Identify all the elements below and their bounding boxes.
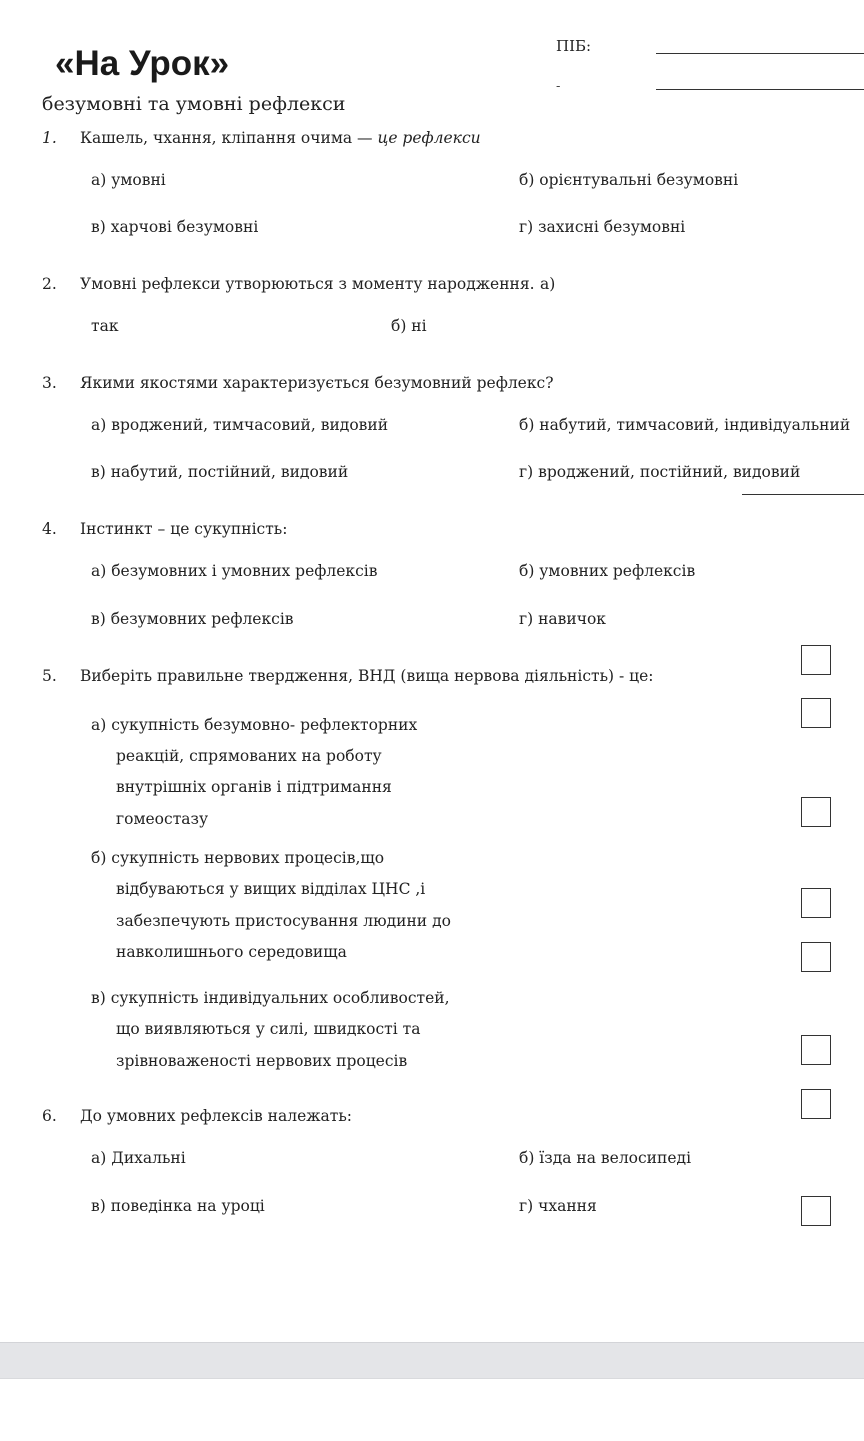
question-3-option-v[interactable]: в) набутий, постійний, видовий bbox=[91, 463, 349, 481]
question-1-option-b[interactable]: б) орієнтувальні безумовні bbox=[519, 171, 739, 189]
question-6-text: До умовних рефлексів належать: bbox=[80, 1107, 352, 1125]
question-4-option-v[interactable]: в) безумовних рефлексів bbox=[91, 610, 294, 628]
question-4-option-a[interactable]: а) безумовних і умовних рефлексів bbox=[91, 562, 378, 580]
second-field-label: - bbox=[556, 79, 561, 94]
question-6-option-v[interactable]: в) поведінка на уроці bbox=[91, 1197, 265, 1215]
question-1-number: 1. bbox=[42, 129, 57, 147]
question-1-option-v[interactable]: в) харчові безумовні bbox=[91, 218, 259, 236]
question-5-option-a-line-2: реакцій, спрямованих на роботу bbox=[116, 747, 382, 765]
question-3-option-g[interactable]: г) вроджений, постійний, видовий bbox=[519, 463, 801, 481]
question-1-text-italic: це рефлекси bbox=[377, 129, 481, 147]
question-5-number: 5. bbox=[42, 667, 57, 685]
question-1-text bbox=[80, 129, 481, 147]
answer-checkbox[interactable] bbox=[801, 888, 831, 918]
answer-checkbox[interactable] bbox=[801, 1089, 831, 1119]
next-page-area bbox=[0, 1378, 864, 1441]
question-4-text: Інстинкт – це сукупність: bbox=[80, 520, 288, 538]
question-5-option-v-line-2: що виявляються у силі, швидкості та bbox=[116, 1020, 421, 1038]
question-1-option-g[interactable]: г) захисні безумовні bbox=[519, 218, 686, 236]
question-3-text: Якими якостями характеризується безумовний рефлекс? bbox=[80, 374, 554, 392]
answer-checkbox[interactable] bbox=[801, 797, 831, 827]
question-5-option-b-line-3: забезпечують пристосування людини до bbox=[116, 912, 451, 930]
answer-checkbox[interactable] bbox=[801, 1196, 831, 1226]
question-2-number: 2. bbox=[42, 275, 57, 293]
question-3-option-a[interactable]: а) вроджений, тимчасовий, видовий bbox=[91, 416, 389, 434]
question-5-option-b-line-2: відбуваються у вищих відділах ЦНС ,і bbox=[116, 880, 426, 898]
question-5-option-a-line-3: внутрішніх органів і підтримання bbox=[116, 778, 392, 796]
worksheet-topic: безумовні та умовні рефлекси bbox=[42, 93, 346, 115]
question-6-option-g[interactable]: г) чхання bbox=[519, 1197, 597, 1215]
question-2-option-b[interactable]: б) ні bbox=[391, 317, 427, 335]
page-gap-band bbox=[0, 1342, 864, 1379]
question-4-option-g[interactable]: г) навичок bbox=[519, 610, 606, 628]
question-6-option-b[interactable]: б) їзда на велосипеді bbox=[519, 1149, 692, 1167]
question-2-option-a-letter[interactable]: а) bbox=[540, 275, 556, 293]
answer-checkbox[interactable] bbox=[801, 1035, 831, 1065]
question-6-number: 6. bbox=[42, 1107, 57, 1125]
question-2-option-a[interactable]: так bbox=[91, 317, 119, 335]
question-4-option-b[interactable]: б) умовних рефлексів bbox=[519, 562, 696, 580]
name-field-line[interactable] bbox=[656, 53, 864, 54]
question-1-text-main: Кашель, чхання, кліпання очима — bbox=[80, 129, 373, 147]
answer-checkbox[interactable] bbox=[801, 942, 831, 972]
question-3-option-b[interactable]: б) набутий, тимчасовий, індивідуальний bbox=[519, 416, 851, 434]
answer-checkbox[interactable] bbox=[801, 698, 831, 728]
question-5-option-b-line-1[interactable]: б) сукупність нервових процесів,що bbox=[91, 849, 385, 867]
question-1-option-a[interactable]: а) умовні bbox=[91, 171, 166, 189]
question-5-option-v-line-3: зрівноваженості нервових процесів bbox=[116, 1052, 408, 1070]
question-5-option-b-line-4: навколишнього середовища bbox=[116, 943, 347, 961]
brand-logo-text: «На Урок» bbox=[55, 44, 230, 83]
question-2-text: Умовні рефлекси утворюються з моменту народження. bbox=[80, 275, 535, 293]
question-3-number: 3. bbox=[42, 374, 57, 392]
second-field-line[interactable] bbox=[656, 89, 864, 90]
question-5-option-a-line-4: гомеостазу bbox=[116, 810, 209, 828]
question-5-text: Виберіть правильне твердження, ВНД (вища нервова діяльність) - це: bbox=[80, 667, 654, 685]
question-4-number: 4. bbox=[42, 520, 57, 538]
name-field-label: ПІБ: bbox=[556, 37, 592, 55]
question-5-option-v-line-1[interactable]: в) сукупність індивідуальних особливостей, bbox=[91, 989, 450, 1007]
question-6-option-a[interactable]: а) Дихальні bbox=[91, 1149, 186, 1167]
answer-checkbox[interactable] bbox=[801, 645, 831, 675]
question-3-answer-line[interactable] bbox=[742, 494, 864, 495]
question-5-option-a-line-1[interactable]: а) сукупність безумовно- рефлекторних bbox=[91, 716, 418, 734]
